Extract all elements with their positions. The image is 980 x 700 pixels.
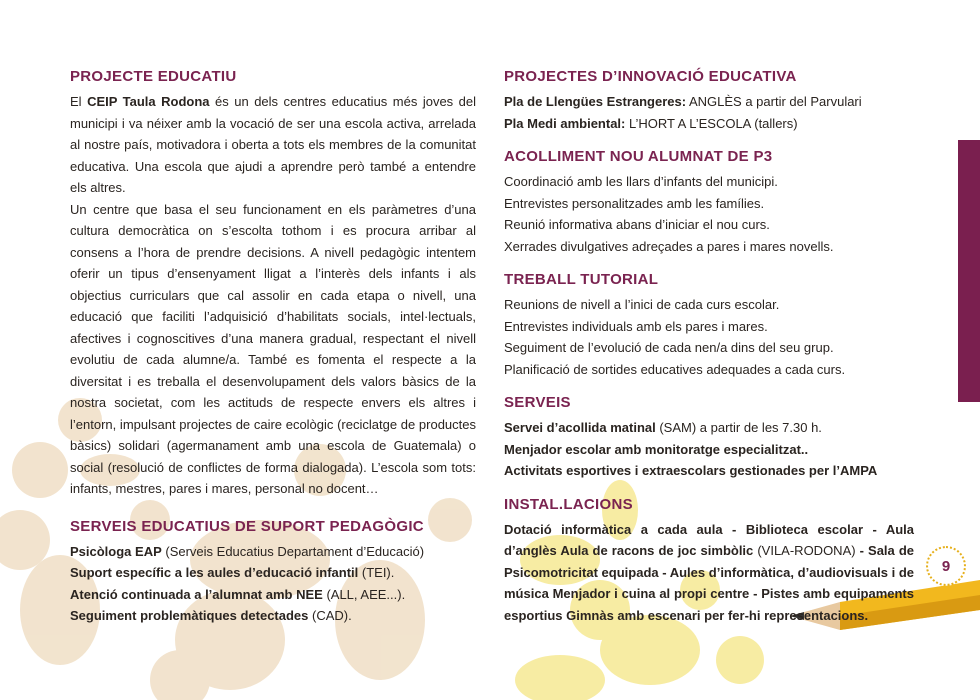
paragraph-body: Un centre que basa el seu funcionament en els paràmetres d’una cultura democràtica on s’escolta tothom i es procura arribar al consens a l’hora de prendre decisions. A nivell pedagògic intentem oferir un tipus d’ensenyament lligat a l’interès dels infants i als objectius curriculars que cal assolir en cada etapa o nivell, una educació que faciliti l’adquisició d’habilitats socials, intel·lectuals, afectives i cognoscitives d’una manera gradual, respectant el nivell evolutiu de cada alumne/a. També es fomenta el respecte a la diversitat i es treballa el desenvolupament dels valors bàsics de la nostra societat, com les actituds de respecte envers els altres i l’entorn, impulsant projectes de caire ecològic (reciclatge de productes bàsics) solidari (agermanament amb una escola de Guatemala) o social (resolució de conflictes de forma dialogada). L’escola som tots: infants, mestres, pares i mares, personal no docent…: [70, 201, 476, 496]
page-number: 9: [926, 546, 966, 586]
section-title: INSTAL.LACIONS: [504, 495, 633, 513]
section-serveis-suport: [70, 518, 476, 627]
list-item: Atenció continuada a l’alumnat amb NEE (ALL, AEE...).: [70, 586, 406, 602]
section-installacions: [504, 496, 914, 627]
list-item: Entrevistes personalitzades amb les famílies.: [504, 195, 765, 211]
section-serveis: [504, 394, 914, 482]
list-item: Pla de Llengües Estrangeres: ANGLÈS a partir del Parvulari: [504, 94, 862, 109]
list-item: Servei d’acollida matinal (SAM) a partir de les 7.30 h.: [504, 420, 822, 435]
list-item: Reunió informativa abans d’iniciar el nou curs.: [504, 217, 770, 232]
list-item: Coordinació amb les llars d’infants del municipi.: [504, 174, 778, 189]
section-acolliment: [504, 148, 914, 257]
paragraph-intro: El CEIP Taula Rodona és un dels centres educatius més joves del municipi i va néixer amb la vocació de ser una escola activa, arrelada al nostre país, motivadora i oberta a tots els membres de la comunitat educativa. Una escola que ajudi a aprendre però també a entendre els altres.: [70, 94, 477, 195]
right-column: [504, 68, 914, 626]
left-column: [70, 68, 476, 627]
school-name: CEIP Taula Rodona: [87, 94, 210, 109]
section-title: PROJECTE EDUCATIU: [70, 68, 237, 85]
list-item: Planificació de sortides educatives adequades a cada curs.: [504, 361, 846, 377]
list-item: Menjador escolar amb monitoratge especialitzat..: [504, 441, 809, 457]
section-title: ACOLLIMENT NOU ALUMNAT DE P3: [504, 148, 773, 165]
installations-paragraph: Dotació informàtica a cada aula - Biblioteca escolar - Aula d’anglès Aula de racons de joc simbòlic (VILA-RODONA) - Sala de Psicomotricitat equipada - Aules d’informàtica, d’audiovisuals i de música Menjador i cuina al propi centre - Pistes amb equipaments esportius Gimnàs amb escenari per fer-hi representacions.: [504, 521, 915, 623]
section-innovacio: [504, 68, 914, 134]
list-item: Psicòloga EAP (Serveis Educatius Departament d’Educació): [70, 543, 425, 559]
section-title: TREBALL TUTORIAL: [504, 271, 659, 288]
list-item: Suport específic a les aules d’educació infantil (TEI).: [70, 565, 395, 580]
list-item: Activitats esportives i extraescolars gestionades per l’AMPA: [504, 463, 878, 478]
section-title: SERVEIS: [504, 394, 571, 411]
section-title: PROJECTES D’INNOVACIÓ EDUCATIVA: [504, 68, 797, 85]
side-accent-bar: [958, 140, 980, 402]
list-item: Reunions de nivell a l’inici de cada curs escolar.: [504, 297, 780, 312]
section-title: SERVEIS EDUCATIUS DE SUPORT PEDAGÒGIC: [70, 517, 424, 535]
list-item: Seguiment de l’evolució de cada nen/a dins del seu grup.: [504, 340, 834, 355]
section-treball-tutorial: [504, 271, 914, 380]
section-projecte-educatiu: [70, 68, 476, 500]
list-item: Xerrades divulgatives adreçades a pares i mares novells.: [504, 238, 834, 254]
list-item: Pla Medi ambiental: L’HORT A L’ESCOLA (tallers): [504, 115, 798, 131]
list-item: Entrevistes individuals amb els pares i mares.: [504, 318, 768, 334]
list-item: Seguiment problemàtiques detectades (CAD).: [70, 608, 352, 623]
